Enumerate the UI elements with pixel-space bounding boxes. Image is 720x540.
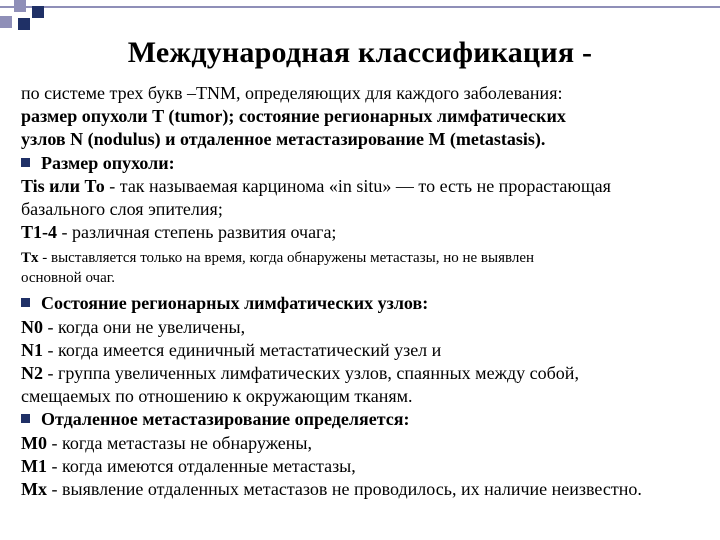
intro-line <box>21 105 715 128</box>
code-label: Mx <box>21 479 47 500</box>
intro-text: размер опухоли T (tumor); состояние регионарных лимфатических <box>21 106 566 127</box>
list-item <box>21 339 715 362</box>
heading-text: Размер опухоли: <box>41 152 175 173</box>
intro-text: по системе трех букв –TNM, определяющих для каждого заболевания: <box>21 83 563 103</box>
code-label: N2 <box>21 363 43 384</box>
item-text: - различная степень развития очага; <box>57 222 337 243</box>
intro-text: узлов N (nodulus) и отдаленное метастазирование M (metastasis). <box>21 129 546 150</box>
section-heading-metastasis <box>21 408 715 431</box>
item-text: - так называемая карцинома «in situ» — то есть не прорастающая <box>104 175 611 196</box>
list-item <box>21 316 715 339</box>
heading-text: Отдаленное метастазирование определяется: <box>41 409 410 430</box>
list-item <box>21 362 715 385</box>
section-heading-tumor <box>21 152 715 175</box>
item-text: - выявление отдаленных метастазов не проводилось, их наличие неизвестно. <box>47 479 642 500</box>
code-label: M0 <box>21 432 47 453</box>
list-item <box>21 175 715 198</box>
square-bullet-icon <box>21 414 30 423</box>
slide-body <box>21 82 715 501</box>
code-label: N0 <box>21 316 43 337</box>
intro-line <box>21 82 715 105</box>
heading-text: Состояние регионарных лимфатических узлов: <box>41 293 429 314</box>
square-bullet-icon <box>21 158 30 167</box>
item-text: основной очаг. <box>21 270 115 287</box>
list-item <box>21 268 715 288</box>
list-item <box>21 478 715 501</box>
item-text: - выставляется только на время, когда обнаружены метастазы, но не выявлен <box>38 250 535 267</box>
decor-square <box>32 6 44 18</box>
code-label: Tx <box>21 250 39 267</box>
list-item <box>21 248 715 268</box>
item-text: базального слоя эпителия; <box>21 199 223 220</box>
list-item <box>21 432 715 455</box>
square-bullet-icon <box>21 298 30 307</box>
section-heading-nodes <box>21 292 715 315</box>
code-label: Tis или То <box>21 175 105 196</box>
item-text: - группа увеличенных лимфатических узлов, спаянных между собой, <box>43 363 579 384</box>
item-text: - когда имеется единичный метастатический узел и <box>43 339 442 360</box>
decorative-header-line <box>0 6 720 8</box>
item-text: смещаемых по отношению к окружающим тканям. <box>21 386 413 407</box>
decor-square <box>14 0 26 12</box>
item-text: - когда они не увеличены, <box>43 316 246 337</box>
list-item <box>21 455 715 478</box>
list-item <box>21 385 715 408</box>
code-label: M1 <box>21 455 47 476</box>
list-item <box>21 198 715 221</box>
item-text: - когда имеются отдаленные метастазы, <box>47 455 356 476</box>
list-item <box>21 221 715 244</box>
code-label: Т1-4 <box>21 222 57 243</box>
intro-line <box>21 128 715 151</box>
code-label: N1 <box>21 339 43 360</box>
decor-square <box>18 18 30 30</box>
decor-square <box>0 16 12 28</box>
item-text: - когда метастазы не обнаружены, <box>47 432 313 453</box>
slide-title: Международная классификация - <box>127 36 593 69</box>
